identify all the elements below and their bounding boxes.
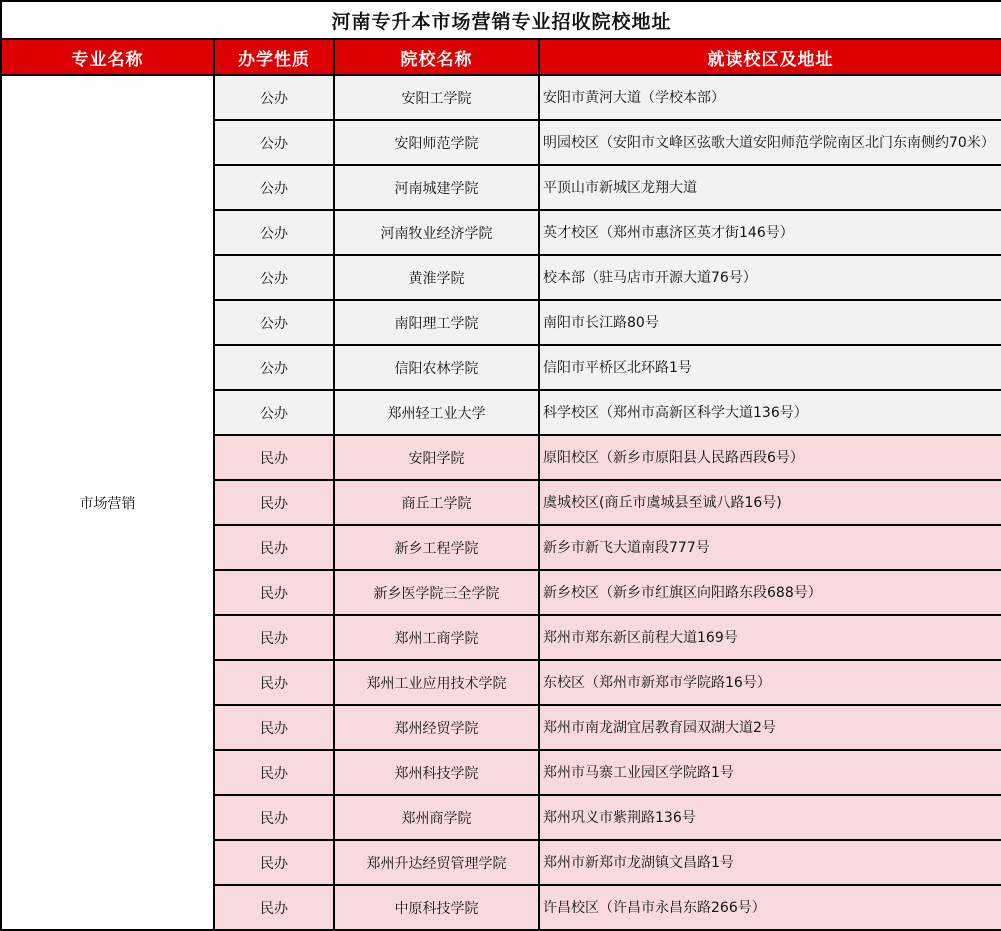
address-cell: 平顶山市新城区龙翔大道 — [539, 165, 1001, 210]
school-name-cell: 新乡工程学院 — [334, 525, 539, 570]
school-type-cell: 公办 — [214, 345, 334, 390]
header-school-name: 院校名称 — [334, 39, 539, 75]
title-row — [1, 1, 1001, 39]
school-name-cell: 郑州升达经贸管理学院 — [334, 840, 539, 885]
school-type-cell: 公办 — [214, 210, 334, 255]
school-name-cell: 郑州商学院 — [334, 795, 539, 840]
school-type-cell: 公办 — [214, 120, 334, 165]
school-name-cell: 商丘工学院 — [334, 480, 539, 525]
school-type-cell: 公办 — [214, 75, 334, 120]
school-name-cell: 河南城建学院 — [334, 165, 539, 210]
school-type-cell: 公办 — [214, 390, 334, 435]
school-name-cell: 郑州轻工业大学 — [334, 390, 539, 435]
address-cell: 虞城校区(商丘市虞城县至诚八路16号) — [539, 480, 1001, 525]
school-name-cell: 安阳工学院 — [334, 75, 539, 120]
school-type-cell: 民办 — [214, 795, 334, 840]
header-school-type: 办学性质 — [214, 39, 334, 75]
address-cell: 郑州市郑东新区前程大道169号 — [539, 615, 1001, 660]
address-cell: 郑州巩义市紫荆路136号 — [539, 795, 1001, 840]
address-cell: 东校区（郑州市新郑市学院路16号） — [539, 660, 1001, 705]
school-name-cell: 安阳学院 — [334, 435, 539, 480]
address-cell: 郑州市新郑市龙湖镇文昌路1号 — [539, 840, 1001, 885]
school-name-cell: 郑州工业应用技术学院 — [334, 660, 539, 705]
school-name-cell: 黄淮学院 — [334, 255, 539, 300]
address-cell: 原阳校区（新乡市原阳县人民路西段6号） — [539, 435, 1001, 480]
header-address: 就读校区及地址 — [539, 39, 1001, 75]
table-title: 河南专升本市场营销专业招收院校地址 — [1, 1, 1001, 39]
school-type-cell: 民办 — [214, 705, 334, 750]
address-cell: 郑州市马寨工业园区学院路1号 — [539, 750, 1001, 795]
address-cell: 许昌校区（许昌市永昌东路266号） — [539, 885, 1001, 930]
address-cell: 安阳市黄河大道（学校本部） — [539, 75, 1001, 120]
school-type-cell: 民办 — [214, 660, 334, 705]
school-type-cell: 民办 — [214, 750, 334, 795]
major-name-cell: 市场营销 — [1, 75, 214, 930]
school-name-cell: 新乡医学院三全学院 — [334, 570, 539, 615]
school-type-cell: 民办 — [214, 570, 334, 615]
school-name-cell: 南阳理工学院 — [334, 300, 539, 345]
school-name-cell: 郑州科技学院 — [334, 750, 539, 795]
table-row — [1, 75, 1001, 120]
school-type-cell: 民办 — [214, 615, 334, 660]
school-name-cell: 郑州经贸学院 — [334, 705, 539, 750]
address-cell: 科学校区（郑州市高新区科学大道136号） — [539, 390, 1001, 435]
address-cell: 英才校区（郑州市惠济区英才街146号） — [539, 210, 1001, 255]
school-name-cell: 郑州工商学院 — [334, 615, 539, 660]
school-type-cell: 民办 — [214, 435, 334, 480]
address-cell: 新乡市新飞大道南段777号 — [539, 525, 1001, 570]
header-major: 专业名称 — [1, 39, 214, 75]
school-type-cell: 民办 — [214, 840, 334, 885]
school-name-cell: 安阳师范学院 — [334, 120, 539, 165]
school-type-cell: 民办 — [214, 525, 334, 570]
school-name-cell: 河南牧业经济学院 — [334, 210, 539, 255]
address-cell: 校本部（驻马店市开源大道76号） — [539, 255, 1001, 300]
school-type-cell: 民办 — [214, 480, 334, 525]
school-type-cell: 公办 — [214, 300, 334, 345]
school-name-cell: 中原科技学院 — [334, 885, 539, 930]
school-type-cell: 公办 — [214, 255, 334, 300]
header-row — [1, 39, 1001, 75]
address-cell: 信阳市平桥区北环路1号 — [539, 345, 1001, 390]
address-cell: 南阳市长江路80号 — [539, 300, 1001, 345]
address-cell: 郑州市南龙湖宜居教育园双湖大道2号 — [539, 705, 1001, 750]
school-name-cell: 信阳农林学院 — [334, 345, 539, 390]
school-type-cell: 民办 — [214, 885, 334, 930]
address-cell: 新乡校区（新乡市红旗区向阳路东段688号） — [539, 570, 1001, 615]
address-cell: 明园校区（安阳市文峰区弦歌大道安阳师范学院南区北门东南侧约70米） — [539, 120, 1001, 165]
school-type-cell: 公办 — [214, 165, 334, 210]
